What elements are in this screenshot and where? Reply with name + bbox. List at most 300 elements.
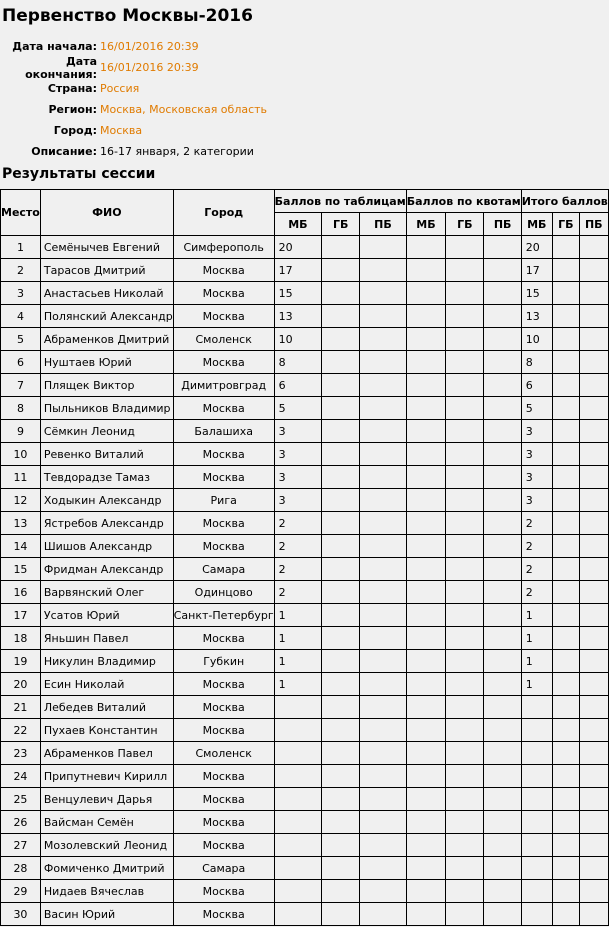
quota-gb-cell [446,788,484,811]
table-gb-cell [322,466,360,489]
name-cell: Нуштаев Юрий [40,351,173,374]
total-mb-cell: 1 [521,650,552,673]
quota-gb-cell [446,696,484,719]
header-pb: ПБ [360,213,407,236]
total-mb-cell: 1 [521,604,552,627]
total-pb-cell [579,466,608,489]
total-mb-cell: 1 [521,627,552,650]
name-cell: Шишов Александр [40,535,173,558]
total-gb-cell [552,489,579,512]
quota-mb-cell [406,742,445,765]
total-mb-cell [521,811,552,834]
total-gb-cell [552,581,579,604]
city-cell: Москва [173,627,274,650]
quota-gb-cell [446,880,484,903]
tournament-info [0,36,591,162]
table-pb-cell [360,719,407,742]
table-gb-cell [322,673,360,696]
total-pb-cell [579,443,608,466]
place-cell: 12 [1,489,41,512]
city-cell: Москва [173,765,274,788]
total-gb-cell [552,374,579,397]
quota-mb-cell [406,305,445,328]
table-pb-cell [360,811,407,834]
quota-mb-cell [406,443,445,466]
table-gb-cell [322,351,360,374]
table-pb-cell [360,351,407,374]
table-mb-cell [274,765,322,788]
quota-mb-cell [406,696,445,719]
table-row [1,742,609,765]
total-mb-cell [521,765,552,788]
table-gb-cell [322,742,360,765]
city-cell: Москва [173,719,274,742]
quota-gb-cell [446,765,484,788]
quota-gb-cell [446,512,484,535]
table-pb-cell [360,259,407,282]
info-label: Описание: [31,145,97,158]
table-row [1,489,609,512]
total-pb-cell [579,351,608,374]
place-cell: 7 [1,374,41,397]
total-pb-cell [579,880,608,903]
table-mb-cell [274,742,322,765]
place-cell: 17 [1,604,41,627]
table-pb-cell [360,650,407,673]
total-gb-cell [552,650,579,673]
table-gb-cell [322,512,360,535]
table-pb-cell [360,535,407,558]
quota-pb-cell [484,650,521,673]
table-row [1,811,609,834]
total-pb-cell [579,259,608,282]
name-cell: Абраменков Павел [40,742,173,765]
name-cell: Никулин Владимир [40,650,173,673]
header-gb: ГБ [552,213,579,236]
quota-gb-cell [446,811,484,834]
quota-mb-cell [406,328,445,351]
table-mb-cell [274,696,322,719]
quota-pb-cell [484,443,521,466]
results-title: Результаты сессии [2,166,156,182]
quota-mb-cell [406,282,445,305]
total-pb-cell [579,581,608,604]
total-pb-cell [579,305,608,328]
table-mb-cell: 6 [274,374,322,397]
city-cell: Москва [173,282,274,305]
table-mb-cell: 3 [274,443,322,466]
total-pb-cell [579,282,608,305]
table-row [1,696,609,719]
total-pb-cell [579,489,608,512]
quota-mb-cell [406,351,445,374]
table-gb-cell [322,604,360,627]
table-mb-cell: 1 [274,673,322,696]
total-pb-cell [579,627,608,650]
table-pb-cell [360,627,407,650]
quota-mb-cell [406,397,445,420]
total-gb-cell [552,788,579,811]
table-mb-cell: 2 [274,535,322,558]
city-cell: Самара [173,857,274,880]
quota-mb-cell [406,259,445,282]
header-name: ФИО [40,190,173,236]
total-pb-cell [579,696,608,719]
name-cell: Сёмкин Леонид [40,420,173,443]
total-gb-cell [552,420,579,443]
total-gb-cell [552,397,579,420]
total-mb-cell: 10 [521,328,552,351]
quota-pb-cell [484,604,521,627]
quota-mb-cell [406,719,445,742]
table-gb-cell [322,558,360,581]
results-table [0,189,609,926]
total-pb-cell [579,374,608,397]
table-gb-cell [322,581,360,604]
place-cell: 28 [1,857,41,880]
total-pb-cell [579,903,608,926]
table-mb-cell: 3 [274,489,322,512]
name-cell: Тевдорадзе Тамаз [40,466,173,489]
total-pb-cell [579,236,608,259]
table-pb-cell [360,558,407,581]
table-mb-cell [274,857,322,880]
total-gb-cell [552,857,579,880]
name-cell: Анастасьев Николай [40,282,173,305]
quota-gb-cell [446,305,484,328]
quota-mb-cell [406,466,445,489]
table-row [1,535,609,558]
country-link[interactable]: Россия [100,82,140,95]
header-row-top [1,190,609,213]
total-mb-cell: 2 [521,558,552,581]
quota-pb-cell [484,535,521,558]
place-cell: 3 [1,282,41,305]
table-pb-cell [360,788,407,811]
city-cell: Балашиха [173,420,274,443]
city-cell: Москва [173,696,274,719]
total-mb-cell: 13 [521,305,552,328]
quota-gb-cell [446,650,484,673]
quota-pb-cell [484,742,521,765]
place-cell: 11 [1,466,41,489]
table-mb-cell: 15 [274,282,322,305]
city-cell: Москва [173,443,274,466]
quota-gb-cell [446,558,484,581]
total-mb-cell [521,696,552,719]
table-row [1,604,609,627]
total-mb-cell: 1 [521,673,552,696]
total-gb-cell [552,811,579,834]
table-pb-cell [360,765,407,788]
table-gb-cell [322,719,360,742]
table-gb-cell [322,811,360,834]
table-mb-cell [274,719,322,742]
place-cell: 10 [1,443,41,466]
header-pb: ПБ [484,213,521,236]
table-row [1,305,609,328]
total-pb-cell [579,673,608,696]
total-gb-cell [552,443,579,466]
region-link[interactable]: Москва, Московская область [100,103,268,116]
info-row-description [0,141,591,162]
header-mb: МБ [521,213,552,236]
header-mb: МБ [274,213,322,236]
table-gb-cell [322,259,360,282]
quota-mb-cell [406,581,445,604]
total-gb-cell [552,236,579,259]
quota-mb-cell [406,650,445,673]
table-gb-cell [322,765,360,788]
city-cell: Москва [173,673,274,696]
quota-gb-cell [446,857,484,880]
total-gb-cell [552,512,579,535]
quota-pb-cell [484,581,521,604]
total-gb-cell [552,834,579,857]
city-cell: Димитровград [173,374,274,397]
total-mb-cell: 3 [521,489,552,512]
quota-mb-cell [406,627,445,650]
total-mb-cell [521,788,552,811]
table-pb-cell [360,466,407,489]
table-mb-cell [274,834,322,857]
total-mb-cell: 5 [521,397,552,420]
quota-pb-cell [484,673,521,696]
quota-gb-cell [446,604,484,627]
total-mb-cell: 20 [521,236,552,259]
total-mb-cell: 3 [521,420,552,443]
quota-mb-cell [406,811,445,834]
city-link[interactable]: Москва [100,124,143,137]
city-cell: Москва [173,305,274,328]
table-row [1,420,609,443]
table-gb-cell [322,535,360,558]
header-mb: МБ [406,213,445,236]
quota-gb-cell [446,328,484,351]
place-cell: 19 [1,650,41,673]
total-gb-cell [552,673,579,696]
name-cell: Венцулевич Дарья [40,788,173,811]
quota-pb-cell [484,397,521,420]
header-city: Город [173,190,274,236]
info-row-region [0,99,591,120]
table-row [1,397,609,420]
table-mb-cell: 2 [274,558,322,581]
total-gb-cell [552,696,579,719]
total-gb-cell [552,627,579,650]
table-row [1,558,609,581]
quota-mb-cell [406,834,445,857]
table-gb-cell [322,374,360,397]
info-label: Дата окончания: [25,54,97,81]
name-cell: Пыльников Владимир [40,397,173,420]
place-cell: 25 [1,788,41,811]
total-pb-cell [579,604,608,627]
total-mb-cell [521,719,552,742]
name-cell: Абраменков Дмитрий [40,328,173,351]
place-cell: 18 [1,627,41,650]
table-mb-cell: 20 [274,236,322,259]
city-cell: Санкт-Петербург [173,604,274,627]
table-mb-cell: 8 [274,351,322,374]
table-pb-cell [360,282,407,305]
place-cell: 9 [1,420,41,443]
quota-gb-cell [446,443,484,466]
quota-mb-cell [406,765,445,788]
total-mb-cell: 6 [521,374,552,397]
table-pb-cell [360,604,407,627]
header-by-quotas: Баллов по квотам [406,190,521,213]
quota-mb-cell [406,903,445,926]
place-cell: 21 [1,696,41,719]
table-row [1,374,609,397]
end-date-link[interactable]: 16/01/2016 20:39 [100,61,199,74]
quota-pb-cell [484,903,521,926]
total-pb-cell [579,420,608,443]
city-cell: Москва [173,834,274,857]
table-gb-cell [322,903,360,926]
city-cell: Одинцово [173,581,274,604]
total-mb-cell: 17 [521,259,552,282]
total-pb-cell [579,765,608,788]
quota-pb-cell [484,834,521,857]
total-gb-cell [552,305,579,328]
name-cell: Тарасов Дмитрий [40,259,173,282]
place-cell: 14 [1,535,41,558]
place-cell: 22 [1,719,41,742]
quota-gb-cell [446,535,484,558]
quota-mb-cell [406,788,445,811]
table-mb-cell: 2 [274,512,322,535]
table-mb-cell [274,903,322,926]
place-cell: 24 [1,765,41,788]
quota-gb-cell [446,742,484,765]
total-mb-cell [521,880,552,903]
table-gb-cell [322,328,360,351]
total-pb-cell [579,558,608,581]
total-gb-cell [552,351,579,374]
info-label: Дата начала: [12,40,97,53]
table-gb-cell [322,443,360,466]
table-pb-cell [360,420,407,443]
place-cell: 26 [1,811,41,834]
city-cell: Симферополь [173,236,274,259]
quota-mb-cell [406,880,445,903]
table-mb-cell [274,788,322,811]
header-total: Итого баллов [521,190,608,213]
quota-pb-cell [484,282,521,305]
city-cell: Рига [173,489,274,512]
table-gb-cell [322,305,360,328]
total-mb-cell: 3 [521,443,552,466]
name-cell: Нидаев Вячеслав [40,880,173,903]
table-row [1,903,609,926]
table-pb-cell [360,696,407,719]
quota-gb-cell [446,834,484,857]
total-pb-cell [579,811,608,834]
quota-mb-cell [406,236,445,259]
name-cell: Фридман Александр [40,558,173,581]
total-pb-cell [579,719,608,742]
city-cell: Смоленск [173,328,274,351]
name-cell: Ястребов Александр [40,512,173,535]
total-pb-cell [579,535,608,558]
place-cell: 23 [1,742,41,765]
quota-gb-cell [446,420,484,443]
quota-gb-cell [446,673,484,696]
info-label: Город: [53,124,97,137]
quota-pb-cell [484,420,521,443]
results-body [1,236,609,926]
quota-pb-cell [484,788,521,811]
city-cell: Смоленск [173,742,274,765]
table-gb-cell [322,788,360,811]
name-cell: Плящек Виктор [40,374,173,397]
table-row [1,466,609,489]
total-gb-cell [552,903,579,926]
total-mb-cell: 2 [521,535,552,558]
name-cell: Васин Юрий [40,903,173,926]
quota-pb-cell [484,765,521,788]
info-row-city [0,120,591,141]
name-cell: Усатов Юрий [40,604,173,627]
quota-pb-cell [484,489,521,512]
quota-pb-cell [484,466,521,489]
table-mb-cell: 2 [274,581,322,604]
table-row [1,627,609,650]
table-gb-cell [322,627,360,650]
table-row [1,328,609,351]
total-gb-cell [552,742,579,765]
info-row-end-date [0,54,591,81]
quota-mb-cell [406,512,445,535]
total-gb-cell [552,558,579,581]
table-pb-cell [360,857,407,880]
table-gb-cell [322,880,360,903]
city-cell: Москва [173,259,274,282]
table-row [1,236,609,259]
table-row [1,765,609,788]
place-cell: 15 [1,558,41,581]
table-mb-cell: 3 [274,420,322,443]
place-cell: 1 [1,236,41,259]
total-pb-cell [579,512,608,535]
quota-pb-cell [484,627,521,650]
total-mb-cell: 2 [521,581,552,604]
table-pb-cell [360,397,407,420]
quota-gb-cell [446,351,484,374]
name-cell: Варвянский Олег [40,581,173,604]
total-pb-cell [579,857,608,880]
quota-pb-cell [484,512,521,535]
quota-gb-cell [446,903,484,926]
name-cell: Вайсман Семён [40,811,173,834]
quota-pb-cell [484,259,521,282]
table-pb-cell [360,512,407,535]
name-cell: Ходыкин Александр [40,489,173,512]
city-cell: Губкин [173,650,274,673]
table-gb-cell [322,650,360,673]
total-pb-cell [579,834,608,857]
start-date-link[interactable]: 16/01/2016 20:39 [100,40,199,53]
place-cell: 2 [1,259,41,282]
place-cell: 16 [1,581,41,604]
quota-mb-cell [406,857,445,880]
quota-pb-cell [484,811,521,834]
quota-mb-cell [406,604,445,627]
quota-mb-cell [406,673,445,696]
place-cell: 6 [1,351,41,374]
